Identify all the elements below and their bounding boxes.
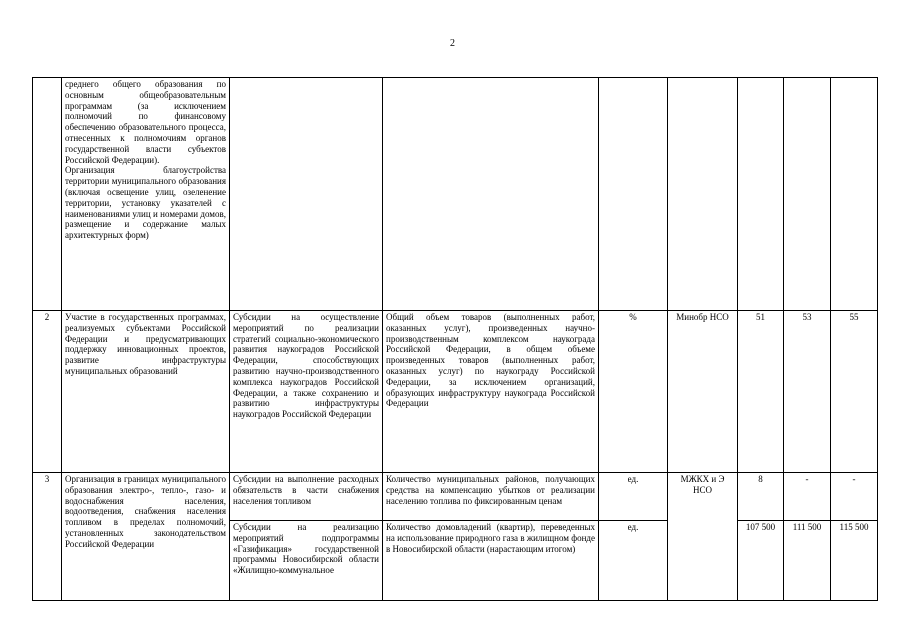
value-cell	[784, 78, 831, 311]
row-number-cell: 3	[33, 473, 62, 601]
task-cell	[62, 78, 230, 311]
agency-cell: Минобр НСО	[668, 311, 738, 473]
value-cell: -	[784, 473, 831, 521]
unit-cell	[599, 78, 668, 311]
value-cell: -	[831, 473, 878, 521]
agency-cell: МЖКХ и Э НСО	[668, 473, 738, 601]
subsidy-cell: Субсидии на реализацию мероприятий подпрограммы «Газификация» государственной программы Новосибирской области «Жилищно-коммунальное	[230, 521, 383, 601]
table-row	[33, 473, 878, 521]
value-cell: 51	[738, 311, 784, 473]
value-cell: 107 500	[738, 521, 784, 601]
task-cell: Организация в границах муниципального образования электро-, тепло-, газо- и водоснабжения населения, водоотведения, снабжения населения топливом в пределах полномочий, установленных законодательством Российской Федерации	[62, 473, 230, 601]
indicator-cell: Количество муниципальных районов, получающих средства на компенсацию убытков от реализации населению топлива по фиксированным ценам	[383, 473, 599, 521]
value-cell: 111 500	[784, 521, 831, 601]
value-cell: 8	[738, 473, 784, 521]
task-text-part: среднего общего образования по основным общеобразовательным программам (за исключением полномочий по финансовому обеспечению образовательного процесса, отнесенных к полномочиям органов государственной власти субъектов Российской Федерации).	[65, 79, 226, 165]
indicator-cell: Количество домовладений (квартир), переведенных на использование природного газа в жилищном фонде в Новосибирской области (нарастающим итогом)	[383, 521, 599, 601]
subsidy-table	[32, 77, 878, 601]
task-text-part: Организация благоустройства территории муниципального образования (включая освещение улиц, озеленение территории, установку указателей с наименованиями улиц и номерами домов, размещение и содержание малых архитектурных форм)	[65, 165, 226, 241]
page-number: 2	[450, 38, 455, 49]
task-cell: Участие в государственных программах, реализуемых субъектами Российской Федерации и предусматривающих поддержку инновационных проектов, развитие инфраструктуры муниципальных образований	[62, 311, 230, 473]
subsidy-cell: Субсидии на осуществление мероприятий по реализации стратегий социально-экономического развития наукоградов Российской Федерации, способствующих развитию научно-производственного комплекса наукоградов Российской Федерации, а также сохранению и развитию инфраструктуры наукоградов Российской Федерации	[230, 311, 383, 473]
unit-cell: ед.	[599, 473, 668, 521]
table-row	[33, 78, 878, 311]
subsidy-cell	[230, 78, 383, 311]
indicator-cell	[383, 78, 599, 311]
unit-cell: ед.	[599, 521, 668, 601]
unit-cell: %	[599, 311, 668, 473]
value-cell: 115 500	[831, 521, 878, 601]
table-row	[33, 311, 878, 473]
row-number-cell: 2	[33, 311, 62, 473]
agency-cell	[668, 78, 738, 311]
indicator-cell: Общий объем товаров (выполненных работ, оказанных услуг), произведенных научно-производственным комплексом наукограда Российской Федерации, в общем объеме произведенных товаров (выполненных работ, оказанных услуг) по наукограду Российской Федерации, за исключением организаций, образующих инфраструктуру наукограда Российской Федерации	[383, 311, 599, 473]
value-cell	[738, 78, 784, 311]
value-cell: 55	[831, 311, 878, 473]
subsidy-cell: Субсидии на выполнение расходных обязательств в части снабжения населения топливом	[230, 473, 383, 521]
row-number-cell	[33, 78, 62, 311]
value-cell: 53	[784, 311, 831, 473]
value-cell	[831, 78, 878, 311]
